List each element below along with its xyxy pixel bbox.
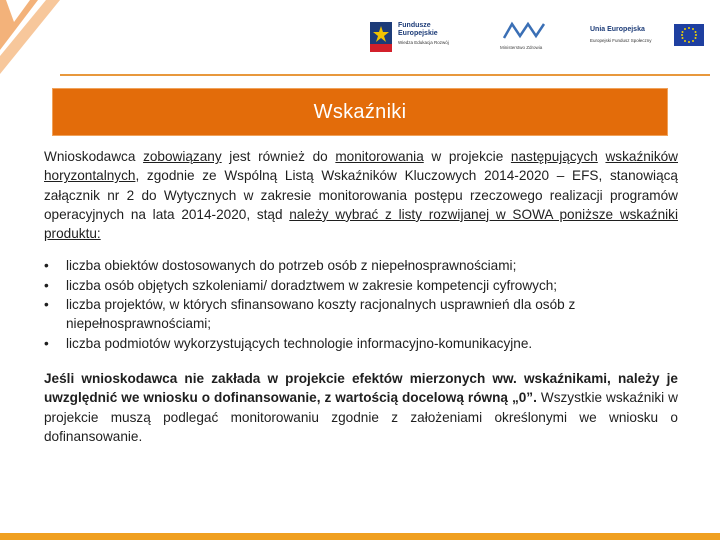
list-item-text: liczba osób objętych szkoleniami/ doradztwem w zakresie kompetencji cyfrowych; xyxy=(66,277,558,293)
p1-text-3: w projekcie xyxy=(423,149,511,164)
fe-star-icon xyxy=(370,22,392,52)
p1-underlined-1: zobowiązany xyxy=(143,149,222,164)
p1-text-1: Wnioskodawca xyxy=(44,149,144,164)
closing-bold-text: Jeśli wnioskodawca nie zakłada w projekcie efektów mierzonych ww. wskaźnikami, należy je uwzględnić we wniosku o dofinansowanie, z wartością docelową równą „0”. xyxy=(44,370,678,406)
list-item xyxy=(44,256,678,275)
list-item-text: liczba podmiotów wykorzystujących technologie informacyjno-komunikacyjne. xyxy=(66,335,533,351)
bullet-icon: • xyxy=(44,258,49,274)
fe-logo-line3: Wiedza Edukacja Rozwój xyxy=(398,40,449,45)
bullet-icon: • xyxy=(44,297,49,313)
bottom-accent-bar xyxy=(0,533,720,540)
header-logos xyxy=(370,14,710,62)
p1-underlined-2: monitorowania xyxy=(335,149,424,164)
fundusze-europejskie-logo xyxy=(370,18,490,58)
bullet-icon: • xyxy=(44,335,49,351)
list-item-text: liczba projektów, w których sfinansowano koszty racjonalnych usprawnień dla osób z niepełnosprawnościami; xyxy=(66,297,576,332)
list-item xyxy=(44,276,678,295)
p1-underlined-6: należy wybrać z listy rozwijanej w SOWA poniższe wskaźniki produktu: xyxy=(44,206,678,242)
slide-content xyxy=(44,147,678,446)
p1-underlined-5: horyzontalnych xyxy=(44,168,136,184)
list-item-text: liczba obiektów dostosowanych do potrzeb osób z niepełnosprawnościami; xyxy=(66,258,517,274)
p1-underlined-3: następujących xyxy=(510,149,598,164)
title-banner xyxy=(52,88,668,136)
list-item xyxy=(44,334,678,353)
fe-logo-line1: Fundusze xyxy=(398,22,431,29)
ministerstwo-zdrowia-logo xyxy=(500,18,570,58)
eu-flag-icon xyxy=(674,24,704,46)
page-title: Wskaźniki xyxy=(313,100,407,123)
header-divider xyxy=(60,74,710,76)
indicator-list xyxy=(44,256,678,352)
p1-text-6: , zgodnie ze Wspólną Listą Wskaźników Kluczowych 2014-2020 – EFS, stanowiącą załącznik nr 2 do Wytycznych w zakresie monitorowania postępu rzeczowego realizacji programów operacyjnych na lata 2014-2020, stąd xyxy=(44,168,678,222)
ue-logo-line2: Europejski Fundusz Społeczny xyxy=(590,38,652,43)
mz-logo-caption: Ministerstwo Zdrowia xyxy=(500,45,543,50)
intro-paragraph xyxy=(44,147,678,243)
fe-logo-line2: Europejskie xyxy=(398,30,438,37)
list-item xyxy=(44,295,678,334)
closing-normal-text: Wszystkie wskaźniki w projekcie muszą podlegać monitorowaniu zgodnie z założeniami określonymi we wniosku o dofinansowanie. xyxy=(44,390,678,444)
p1-underlined-4: wskaźników xyxy=(605,149,678,164)
corner-decoration xyxy=(0,0,60,78)
bullet-icon: • xyxy=(44,277,49,293)
unia-europejska-logo xyxy=(590,16,710,60)
mz-wave-icon xyxy=(500,18,550,44)
ue-logo-line1: Unia Europejska xyxy=(590,26,645,33)
p1-text-2: jest również do xyxy=(221,149,336,164)
closing-paragraph xyxy=(44,369,678,446)
